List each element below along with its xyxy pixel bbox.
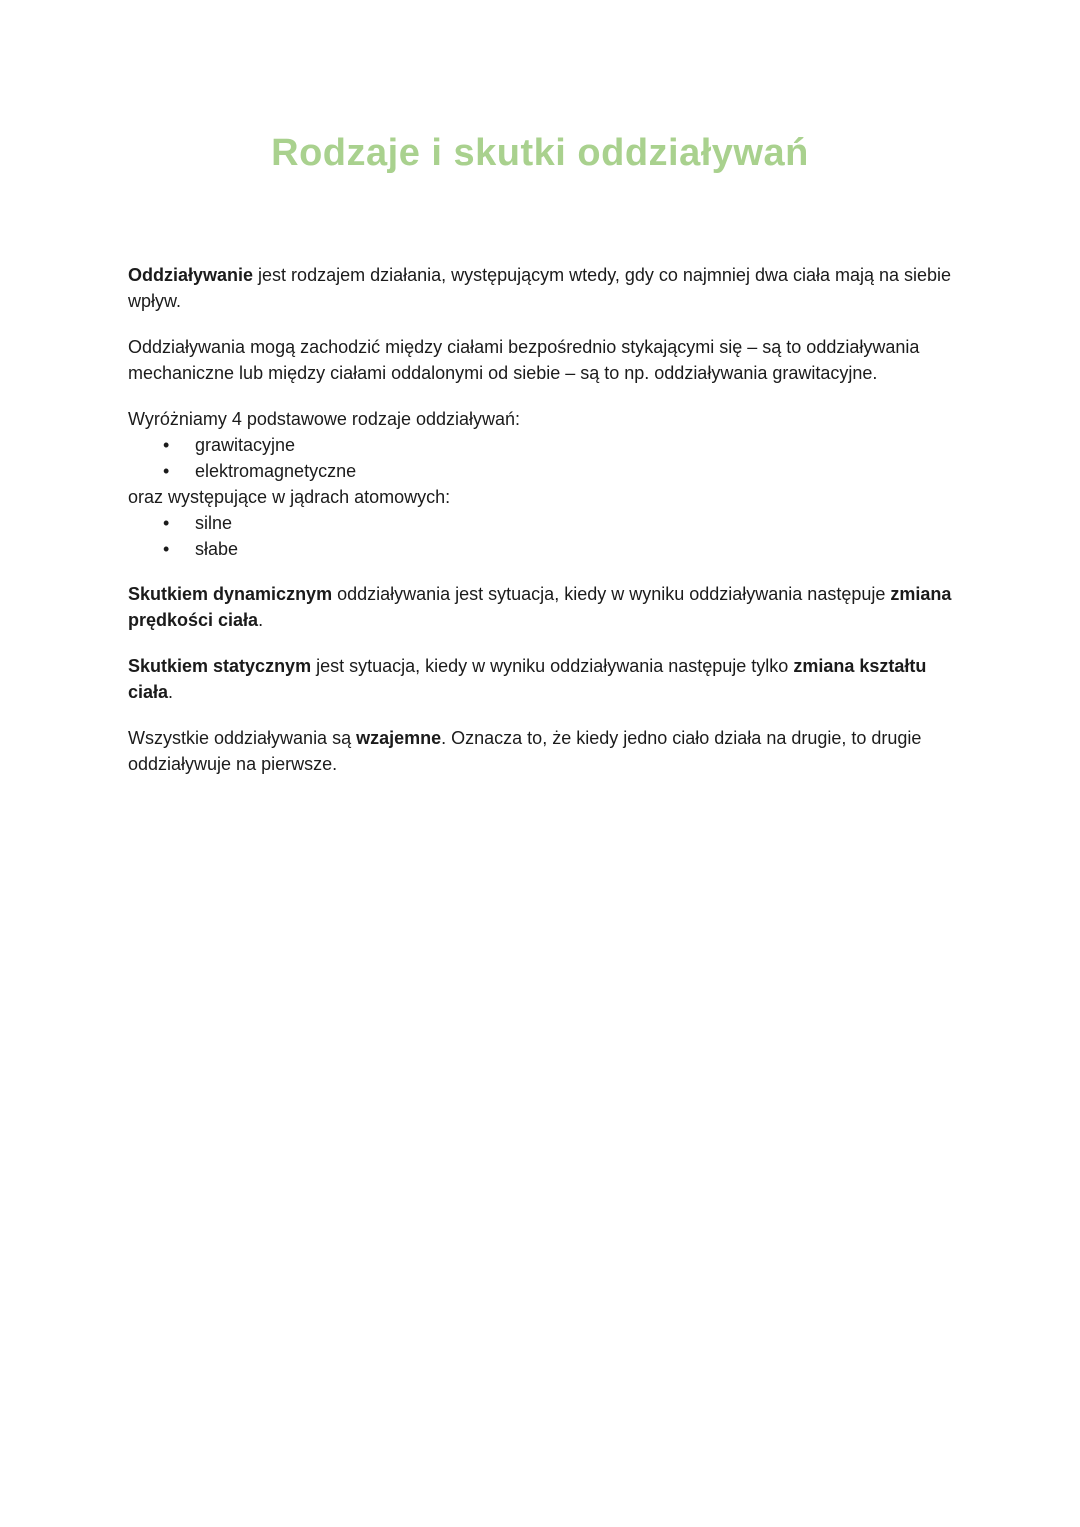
sentence-period: . [258, 610, 264, 630]
paragraph-static-effect [128, 653, 956, 705]
paragraph-definition [128, 262, 956, 314]
bold-term-zmiana-ksztaltu: zmiana kształtu ciała [128, 656, 927, 702]
list-item-label: elektromagnetyczne [195, 461, 357, 481]
page-title: Rodzaje i skutki oddziaływań [271, 132, 809, 174]
bullet-icon: • [163, 539, 170, 559]
paragraph-mutual-post: . Oznacza to, że kiedy jedno ciało działa na drugie, to drugie oddziaływuje na pierwsze. [128, 728, 922, 774]
list-item [128, 458, 956, 484]
list-item-label: grawitacyjne [195, 435, 296, 455]
paragraph-mutual-interactions [128, 725, 956, 777]
document-body [128, 262, 956, 777]
sentence-period: . [168, 682, 174, 702]
bullet-icon: • [163, 513, 170, 533]
bullet-icon: • [163, 435, 170, 455]
paragraph-mutual-pre: Wszystkie oddziaływania są [128, 728, 357, 748]
interaction-types-list [128, 406, 956, 562]
paragraph-dynamic-effect [128, 581, 956, 633]
paragraph-definition-text: jest rodzajem działania, występującym wtedy, gdy co najmniej dwa ciała mają na siebie wpływ. [128, 265, 952, 311]
paragraph-static-effect-text: jest sytuacja, kiedy w wyniku oddziaływania następuje tylko [311, 656, 794, 676]
bullet-icon: • [163, 461, 170, 481]
list-item-label: słabe [195, 539, 239, 559]
list-continuation: oraz występujące w jądrach atomowych: [128, 487, 451, 507]
bold-term-oddzialywanie: Oddziaływanie [128, 265, 254, 285]
list-item [128, 510, 956, 536]
list-item-label: silne [195, 513, 233, 533]
list-item [128, 432, 956, 458]
bold-term-wzajemne: wzajemne [356, 728, 442, 748]
bold-term-skutek-dynamiczny: Skutkiem dynamicznym [128, 584, 333, 604]
bold-term-zmiana-predkosci: zmiana prędkości ciała [128, 584, 952, 630]
paragraph-mechanical-gravitational: Oddziaływania mogą zachodzić między ciałami bezpośrednio stykającymi się – są to oddziaływania mechaniczne lub między ciałami oddalonymi od siebie – są to np. oddziaływania grawitacyjne. [128, 337, 920, 383]
bold-term-skutek-statyczny: Skutkiem statycznym [128, 656, 312, 676]
list-intro: Wyróżniamy 4 podstawowe rodzaje oddziaływań: [128, 409, 521, 429]
paragraph-dynamic-effect-text: oddziaływania jest sytuacja, kiedy w wyniku oddziaływania następuje [332, 584, 891, 604]
list-item [128, 536, 956, 562]
